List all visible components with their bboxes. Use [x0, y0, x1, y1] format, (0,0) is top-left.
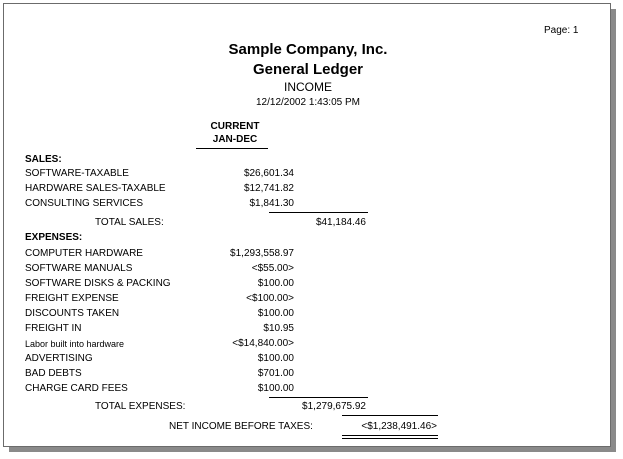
- company-name: Sample Company, Inc.: [228, 41, 388, 58]
- total-expenses-amount: $1,279,675.92: [302, 401, 366, 412]
- sales-heading: SALES:: [25, 154, 62, 165]
- total-expenses-label: TOTAL EXPENSES:: [95, 401, 186, 412]
- report-title: General Ledger: [252, 61, 364, 78]
- expenses-heading: EXPENSES:: [25, 232, 83, 243]
- sales-row-label: CONSULTING SERVICES: [25, 198, 143, 209]
- report-timestamp: 12/12/2002 1:43:05 PM: [256, 97, 360, 108]
- expense-row-amount: $100.00: [257, 278, 294, 289]
- expense-row-label: COMPUTER HARDWARE: [25, 248, 143, 259]
- column-header-current: CURRENT: [210, 121, 260, 132]
- expense-row-label: FREIGHT EXPENSE: [25, 293, 119, 304]
- page-number: Page: 1: [544, 25, 579, 36]
- net-income-rule: [342, 415, 438, 416]
- expense-row-label: SOFTWARE DISKS & PACKING: [25, 278, 171, 289]
- total-sales-label: TOTAL SALES:: [95, 217, 164, 228]
- sales-row-label: HARDWARE SALES-TAXABLE: [25, 183, 166, 194]
- expense-row-amount: $10.95: [263, 323, 294, 334]
- expense-row-amount: <$100.00>: [246, 293, 294, 304]
- expense-row-label: FREIGHT IN: [25, 323, 82, 334]
- sales-row-label: SOFTWARE-TAXABLE: [25, 168, 129, 179]
- sales-row-amount: $26,601.34: [243, 168, 294, 179]
- net-income-double-rule: [342, 435, 438, 439]
- column-header-underline: [196, 148, 268, 149]
- expenses-total-rule: [269, 397, 368, 398]
- expense-row-amount: $100.00: [257, 383, 294, 394]
- page-shadow-bottom: [9, 447, 616, 452]
- sales-row-amount: $12,741.82: [243, 183, 294, 194]
- report-section: INCOME: [284, 80, 332, 94]
- expense-row-label: CHARGE CARD FEES: [25, 383, 128, 394]
- sales-total-rule: [269, 212, 368, 213]
- net-income-amount: <$1,238,491.46>: [361, 421, 437, 432]
- net-income-label: NET INCOME BEFORE TAXES:: [169, 421, 313, 432]
- column-header-period: JAN-DEC: [212, 134, 258, 145]
- expense-row-amount: $701.00: [257, 368, 294, 379]
- report-page: [3, 3, 611, 447]
- expense-row-amount: <$55.00>: [251, 263, 294, 274]
- expense-row-amount: $100.00: [257, 308, 294, 319]
- expense-row-label: Labor built into hardware: [25, 339, 125, 349]
- sales-row-amount: $1,841.30: [249, 198, 294, 209]
- expense-row-amount: $1,293,558.97: [230, 248, 294, 259]
- expense-row-label: DISCOUNTS TAKEN: [25, 308, 120, 319]
- expense-row-label: BAD DEBTS: [25, 368, 82, 379]
- expense-row-label: SOFTWARE MANUALS: [25, 263, 133, 274]
- total-sales-amount: $41,184.46: [315, 217, 366, 228]
- expense-row-label: ADVERTISING: [25, 353, 93, 364]
- expense-row-amount: <$14,840.00>: [232, 338, 294, 349]
- expense-row-amount: $100.00: [257, 353, 294, 364]
